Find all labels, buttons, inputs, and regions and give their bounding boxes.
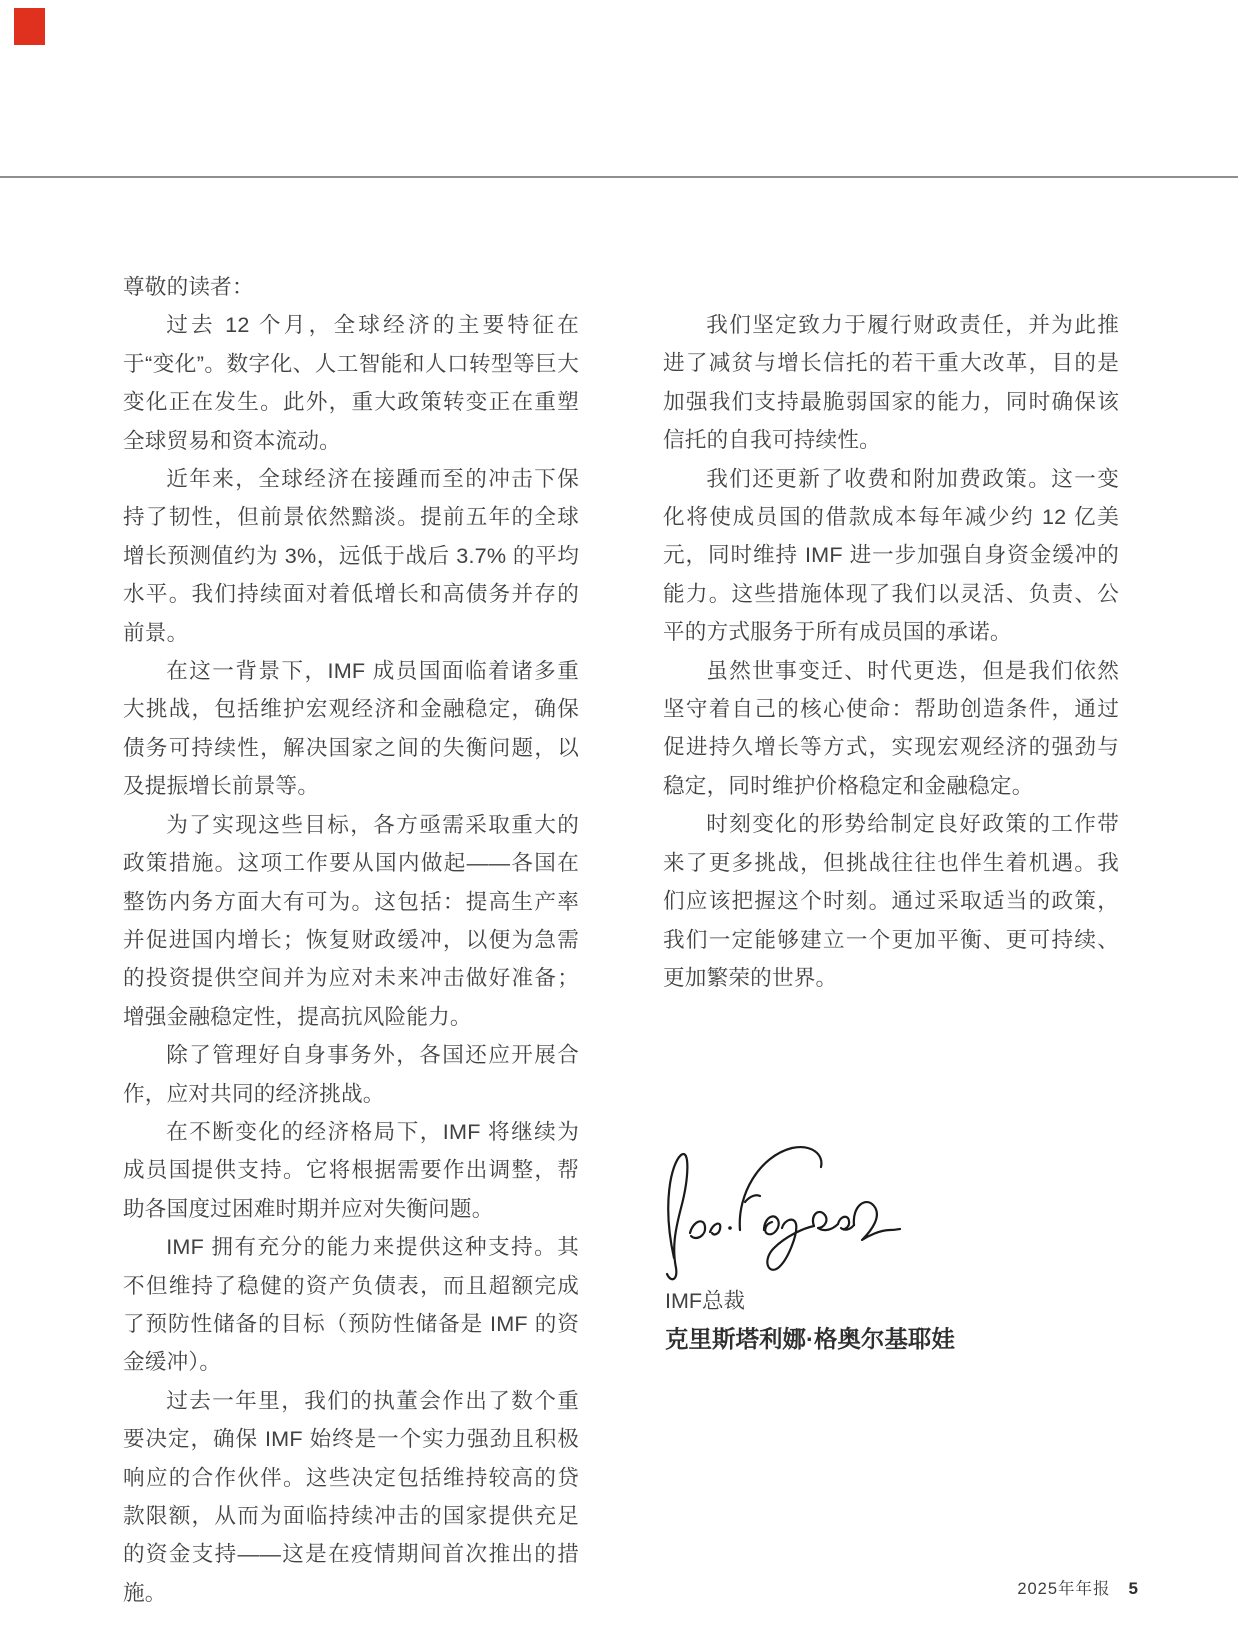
salutation: 尊敬的读者： [123,274,254,299]
paragraph: 虽然世事变迁、时代更迭，但是我们依然坚守着自己的核心使命：帮助创造条件，通过促进持久增长等方式，实现宏观经济的强劲与稳定，同时维护价格稳定和金融稳定。 [663,657,1119,798]
paragraph: 近年来，全球经济在接踵而至的冲击下保持了韧性，但前景依然黯淡。提前五年的全球增长预测值约为 3%，远低于战后 3.7% 的平均水平。我们持续面对着低增长和高债务并存的前景。 [123,466,579,645]
paragraph: 为了实现这些目标，各方亟需采取重大的政策措施。这项工作要从国内做起——各国在整饬内务方面大有可为。这包括：提高生产率并促进国内增长；恢复财政缓冲，以便为急需的投资提供空间并为应对未来冲击做好准备；增强金融稳定性，提高抗风险能力。 [123,811,579,1029]
footer-page-number: 5 [1128,1579,1138,1598]
paragraph: 时刻变化的形势给制定良好政策的工作带来了更多挑战，但挑战往往也伴生着机遇。我们应该把握这个时刻。通过采取适当的政策，我们一定能够建立一个更加平衡、更可持续、更加繁荣的世界。 [663,811,1119,990]
paragraph: 过去一年里，我们的执董会作出了数个重要决定，确保 IMF 始终是一个实力强劲且积极响应的合作伙伴。这些决定包括维持较高的贷款限额，从而为面临持续冲击的国家提供充足的资金支持——这是在疫情期间首次推出的措施。 [123,1387,579,1605]
footer-report-title: 2025年年报 [1017,1580,1111,1598]
md-name: 克里斯塔利娜·格奥尔基耶娃 [665,1326,955,1352]
paragraph: 除了管理好自身事务外，各国还应开展合作，应对共同的经济挑战。 [123,1042,579,1106]
paragraph: 在不断变化的经济格局下，IMF 将继续为成员国提供支持。它将根据需要作出调整，帮助各国度过困难时期并应对失衡问题。 [123,1118,579,1221]
signature-image [652,1132,902,1287]
page-footer [0,1579,1138,1599]
paragraph: 我们坚定致力于履行财政责任，并为此推进了减贫与增长信托的若干重大改革，目的是加强我们支持最脆弱国家的能力，同时确保该信托的自我可持续性。 [663,312,1119,453]
paragraph: IMF 拥有充分的能力来提供这种支持。其不但维持了稳健的资产负债表，而且超额完成了预防性储备的目标（预防性储备是 IMF 的资金缓冲）。 [123,1234,579,1375]
paragraph: 在这一背景下，IMF 成员国面临着诸多重大挑战，包括维护宏观经济和金融稳定，确保债务可持续性，解决国家之间的失衡问题，以及提振增长前景等。 [123,658,579,799]
paragraph: 我们还更新了收费和附加费政策。这一变化将使成员国的借款成本每年减少约 12 亿美元，同时维持 IMF 进一步加强自身资金缓冲的能力。这些措施体现了我们以灵活、负责、公平的方式服务于所有成员国的承诺。 [663,465,1119,645]
header-divider [0,176,1238,178]
red-accent-block [14,8,45,45]
md-title: IMF总裁 [665,1289,746,1313]
left-column [123,268,579,1612]
right-column [663,306,1119,997]
paragraph: 过去 12 个月，全球经济的主要特征在于“变化”。数字化、人工智能和人口转型等巨大变化正在发生。此外，重大政策转变正在重塑全球贸易和资本流动。 [123,312,579,453]
